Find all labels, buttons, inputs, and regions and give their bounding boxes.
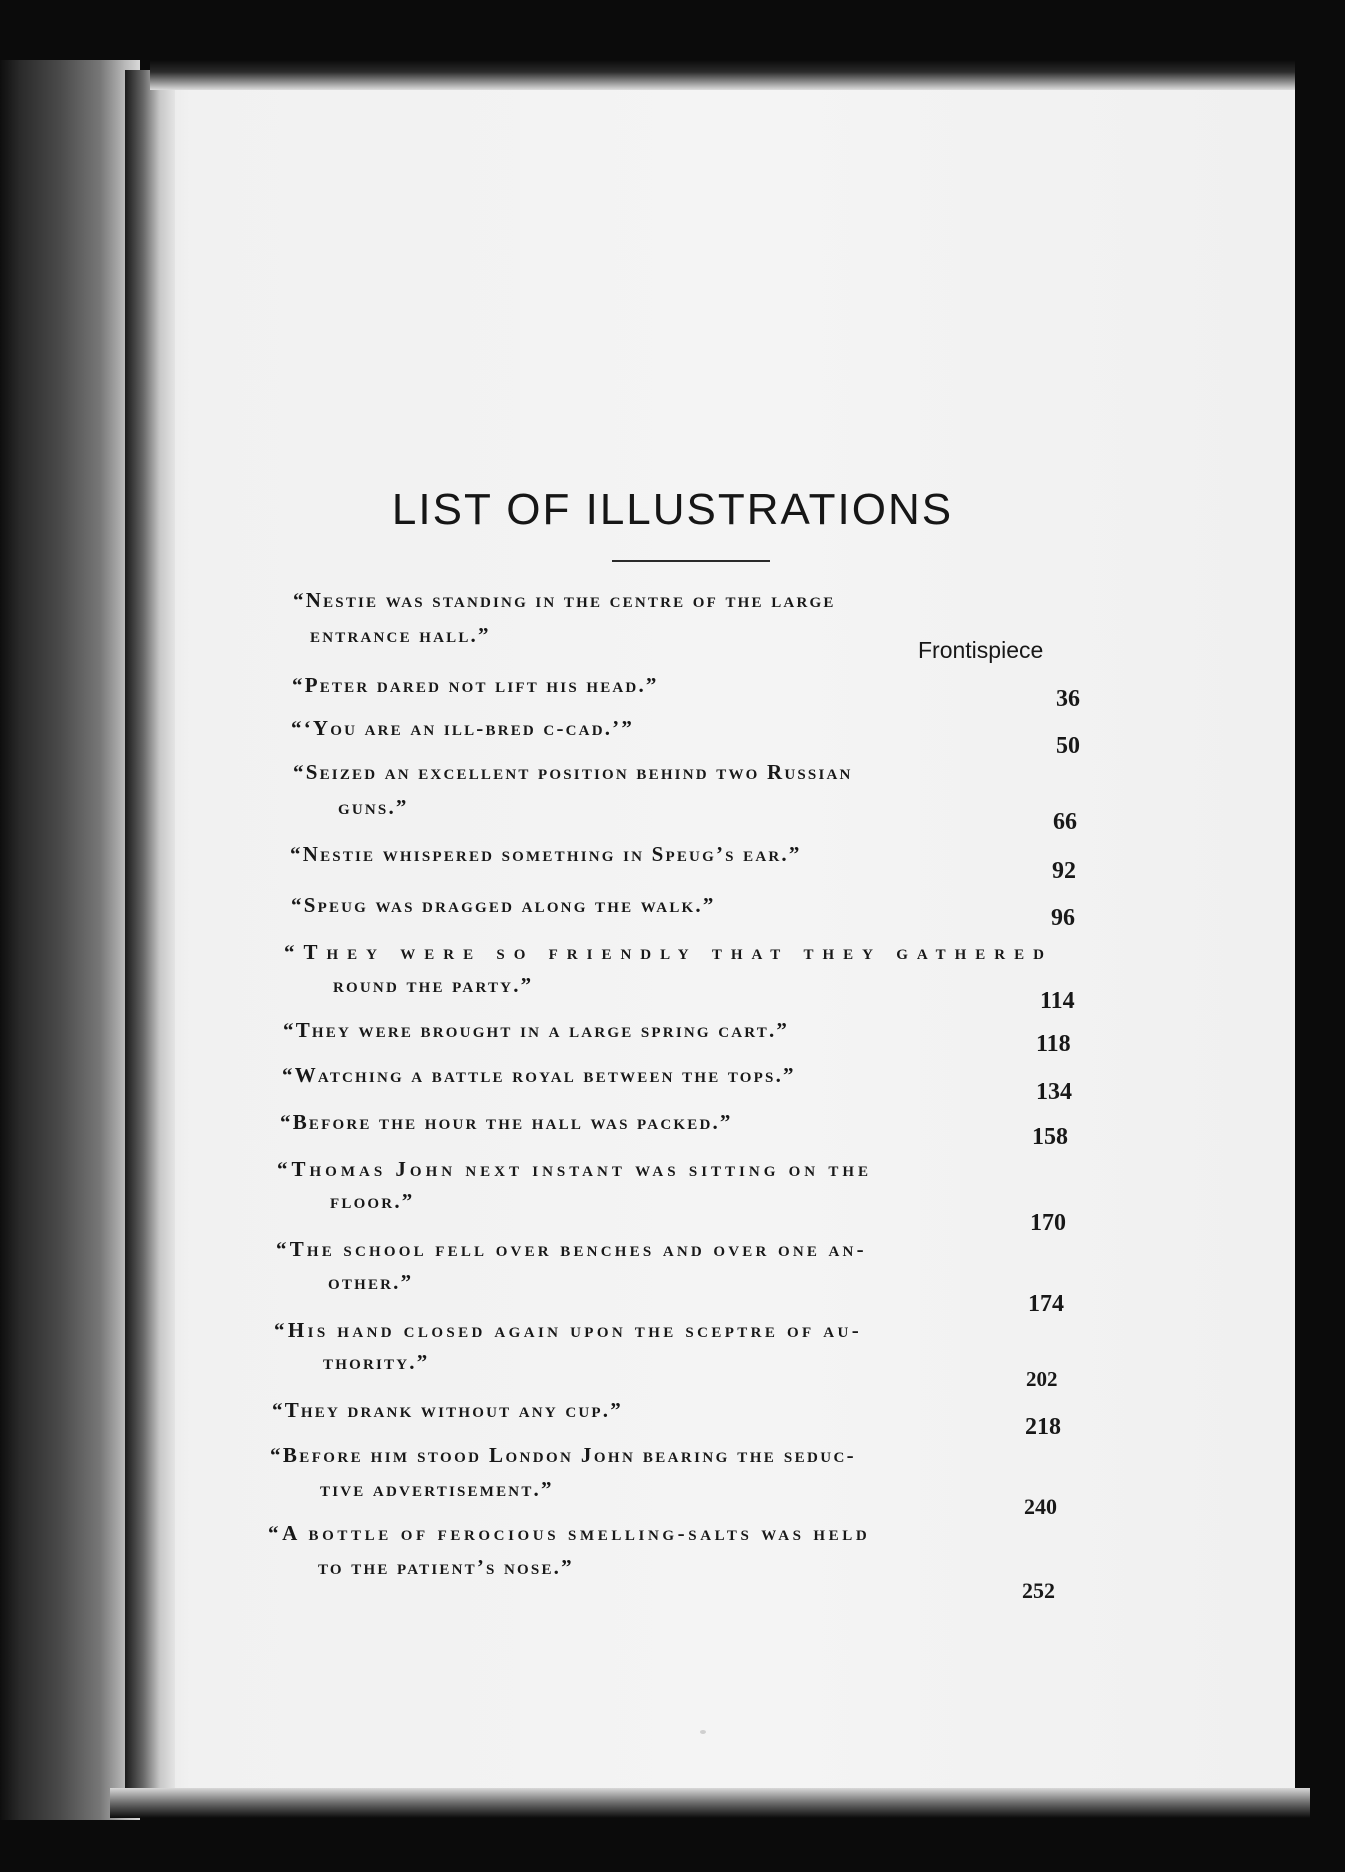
entry-caption-line: “Speug was dragged along the walk.” bbox=[291, 893, 716, 917]
entry-caption-line: “Peter dared not lift his head.” bbox=[292, 673, 659, 697]
entry-page-number: 96 bbox=[1051, 905, 1075, 931]
page-top-shadow bbox=[150, 60, 1295, 90]
entry-caption-line: entrance hall.” bbox=[310, 623, 491, 647]
entry-caption-line: “Nestie was standing in the centre of the large bbox=[293, 588, 836, 612]
entry-caption-line: round the party.” bbox=[333, 973, 534, 997]
entry-caption-line: guns.” bbox=[338, 795, 409, 819]
entry-caption-line: “Before the hour the hall was packed.” bbox=[280, 1110, 733, 1134]
entry-page-number: 50 bbox=[1056, 733, 1080, 759]
entry-page-number: 66 bbox=[1053, 809, 1077, 835]
entry-page-number: 92 bbox=[1052, 858, 1076, 884]
entry-caption-line: “The school fell over benches and over one an- bbox=[276, 1237, 867, 1261]
entry-caption-line: “A bottle of ferocious smelling-salts was held bbox=[268, 1521, 871, 1545]
entry-page-number: 158 bbox=[1032, 1124, 1068, 1150]
entry-caption-line: “They were so friendly that they gathered bbox=[284, 940, 1053, 964]
entry-caption-line: “Thomas John next instant was sitting on the bbox=[277, 1157, 873, 1181]
title-rule bbox=[612, 560, 770, 562]
entry-page-number: 36 bbox=[1056, 686, 1080, 712]
entry-caption-line: “‘You are an ill-bred c-cad.’” bbox=[291, 716, 635, 740]
entry-caption-line: “Nestie whispered something in Speug’s ear.” bbox=[290, 842, 802, 866]
book-gutter bbox=[125, 70, 175, 1800]
entry-caption-line: “His hand closed again upon the sceptre of au- bbox=[274, 1318, 863, 1342]
entry-page-number: 252 bbox=[1022, 1578, 1055, 1603]
entry-caption-line: thority.” bbox=[323, 1350, 430, 1374]
entry-caption-line: “Seized an excellent position behind two Russian bbox=[293, 760, 853, 784]
entry-caption-line: “Watching a battle royal between the tops.” bbox=[282, 1063, 796, 1087]
entry-caption-line: tive advertisement.” bbox=[320, 1477, 554, 1501]
entry-page-number: 202 bbox=[1026, 1367, 1058, 1391]
entry-caption-line: “They drank without any cup.” bbox=[272, 1398, 623, 1422]
paper-speck bbox=[700, 1730, 706, 1734]
entry-caption-line: other.” bbox=[328, 1270, 414, 1294]
entry-caption-line: “Before him stood London John bearing the seduc- bbox=[270, 1443, 857, 1467]
entry-page-number: 174 bbox=[1028, 1291, 1064, 1317]
entry-page-label: Frontispiece bbox=[918, 637, 1044, 663]
entry-page-number: 118 bbox=[1036, 1031, 1071, 1057]
entry-page-number: 240 bbox=[1024, 1494, 1057, 1519]
entry-page-number: 134 bbox=[1036, 1079, 1072, 1105]
entry-page-number: 218 bbox=[1025, 1414, 1061, 1440]
entry-page-number: 170 bbox=[1030, 1210, 1066, 1236]
facing-page-edge bbox=[0, 60, 140, 1820]
entry-caption-line: “They were brought in a large spring cart.” bbox=[283, 1018, 790, 1042]
entry-caption-line: to the patient’s nose.” bbox=[318, 1555, 574, 1579]
page-bottom-shadow bbox=[110, 1788, 1310, 1818]
entry-caption-line: floor.” bbox=[330, 1189, 415, 1213]
page-title: LIST OF ILLUSTRATIONS bbox=[391, 485, 954, 534]
entry-page-number: 114 bbox=[1040, 988, 1075, 1014]
